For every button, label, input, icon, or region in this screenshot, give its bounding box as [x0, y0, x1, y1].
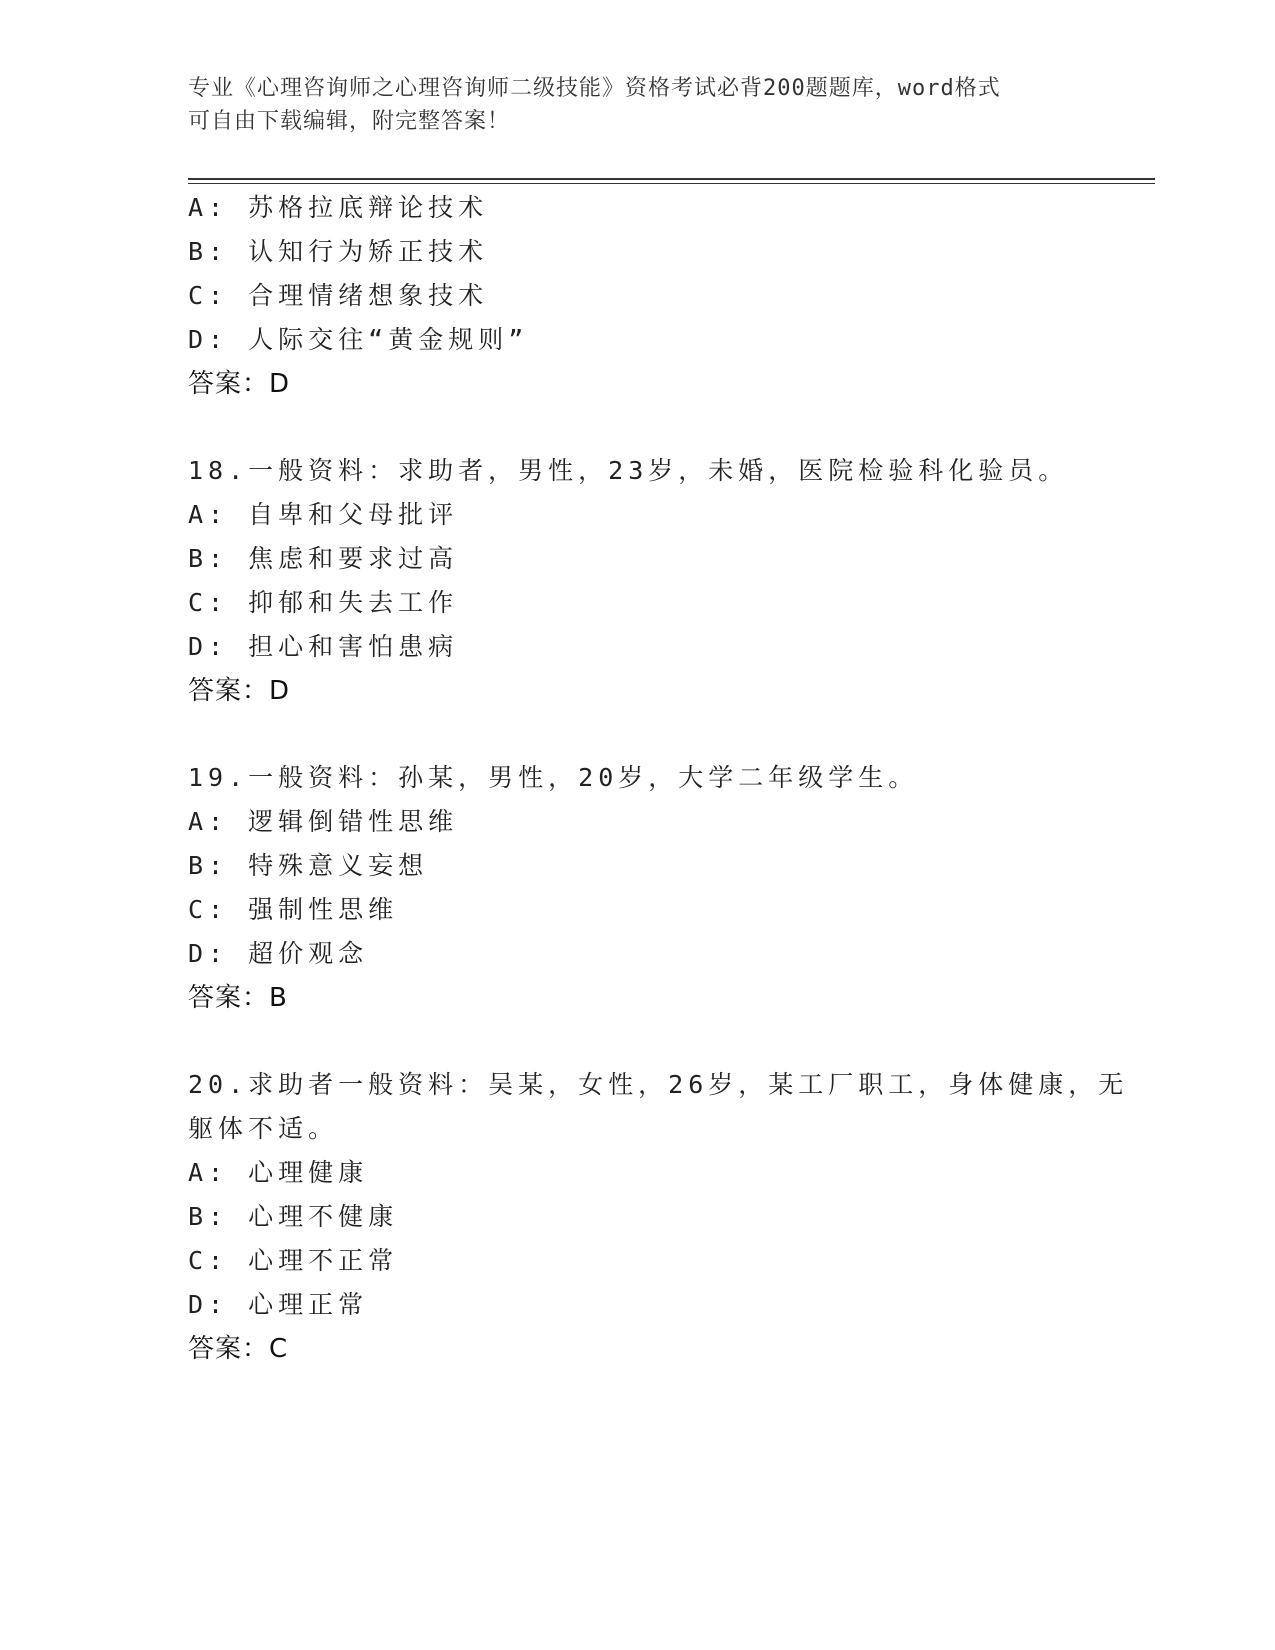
q20-answer [188, 1333, 287, 1365]
q19-option-d: D: 超价观念 [188, 939, 369, 968]
header-divider-thin [188, 183, 1155, 184]
q17-option-b: B: 认知行为矫正技术 [188, 237, 489, 266]
header-line-1: 专业《心理咨询师之心理咨询师二级技能》资格考试必背200题题库，word格式 [188, 76, 1001, 101]
q18-answer [188, 675, 289, 707]
q19-stem: 19.一般资料：孙某，男性，20岁，大学二年级学生。 [188, 763, 919, 792]
q20-stem-line-1: 20.求助者一般资料：吴某，女性，26岁，某工厂职工，身体健康，无 [188, 1070, 1129, 1099]
q20-option-d: D: 心理正常 [188, 1290, 369, 1319]
q17-option-c: C: 合理情绪想象技术 [188, 281, 489, 310]
q18-option-b: B: 焦虑和要求过高 [188, 544, 459, 573]
q19-option-c: C: 强制性思维 [188, 895, 399, 924]
q19-option-a: A: 逻辑倒错性思维 [188, 807, 459, 836]
q20-answer-value: C [269, 1334, 288, 1364]
q17-answer-value: D [269, 369, 290, 399]
q20-option-a: A: 心理健康 [188, 1158, 369, 1187]
q18-stem: 18.一般资料：求助者，男性，23岁，未婚，医院检验科化验员。 [188, 456, 1069, 485]
q19-answer-label: 答案： [188, 983, 270, 1013]
q17-answer-label: 答案： [188, 369, 270, 399]
q19-answer-value: B [269, 983, 287, 1013]
q18-option-d: D: 担心和害怕患病 [188, 632, 459, 661]
q20-answer-label: 答案： [188, 1334, 270, 1364]
q20-stem-line-2: 躯体不适。 [188, 1114, 339, 1143]
q18-option-c: C: 抑郁和失去工作 [188, 588, 459, 617]
q17-option-d: D: 人际交往“黄金规则” [188, 325, 529, 354]
document-header [188, 72, 1088, 138]
q18-answer-label: 答案： [188, 676, 270, 706]
header-line-2: 可自由下载编辑，附完整答案！ [188, 109, 511, 134]
q20-option-b: B: 心理不健康 [188, 1202, 399, 1231]
q19-option-b: B: 特殊意义妄想 [188, 851, 429, 880]
header-divider-thick [188, 178, 1155, 180]
q18-option-a: A: 自卑和父母批评 [188, 500, 459, 529]
q17-option-a: A: 苏格拉底辩论技术 [188, 193, 489, 222]
q17-answer [188, 368, 289, 400]
q18-answer-value: D [269, 676, 290, 706]
q20-option-c: C: 心理不正常 [188, 1246, 399, 1275]
q19-answer [188, 982, 287, 1014]
